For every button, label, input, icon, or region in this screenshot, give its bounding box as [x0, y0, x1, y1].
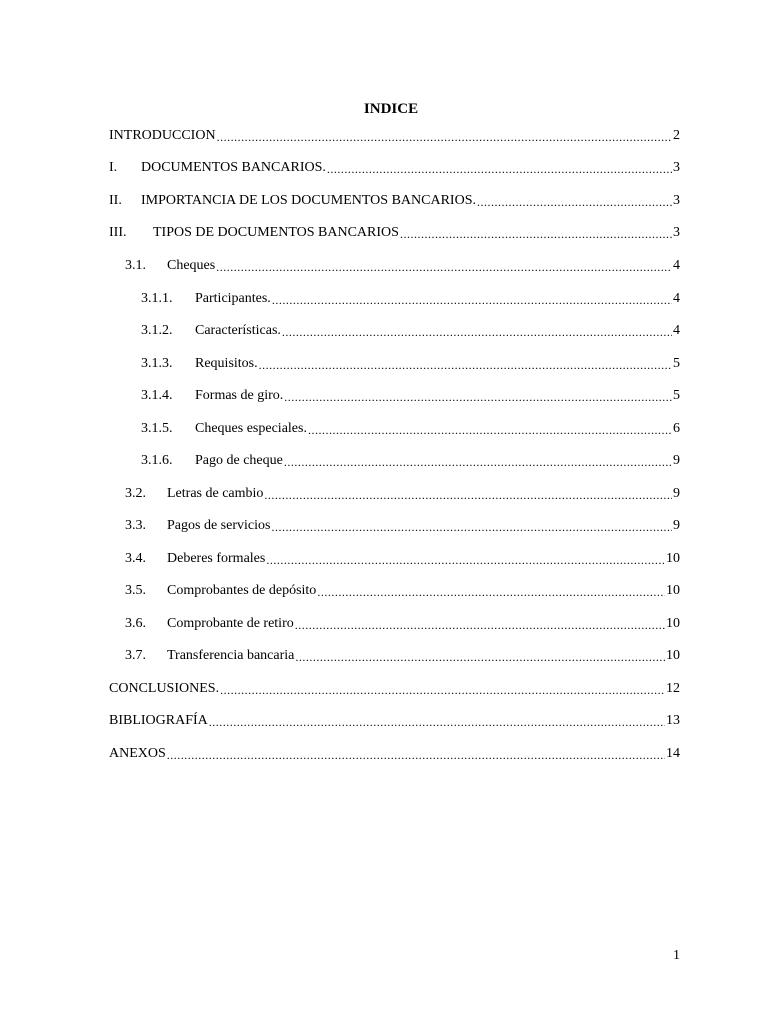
toc-entry-text: Características.: [195, 323, 281, 338]
toc-entry: [125, 256, 680, 274]
toc-entry-text: Deberes formales: [167, 551, 266, 566]
toc-leader: [272, 293, 672, 307]
toc-leader: [282, 325, 672, 339]
toc-leader: [220, 683, 665, 697]
toc-entry-text: BIBLIOGRAFÍA: [109, 713, 208, 728]
toc-entry-page: 4: [673, 323, 680, 338]
toc-entry-page: 9: [673, 518, 680, 533]
toc-entry: [125, 646, 680, 664]
toc-entry-page: 10: [666, 616, 680, 631]
toc-leader: [295, 650, 665, 664]
toc-entry-number: 3.1.2.: [141, 323, 173, 338]
toc-entry: [125, 614, 680, 632]
toc-entry-number: 3.2.: [125, 486, 146, 501]
toc-entry: [141, 451, 680, 469]
toc-entry: [141, 354, 680, 372]
toc-entry-text: Letras de cambio: [167, 486, 264, 501]
toc-leader: [216, 260, 672, 274]
toc-entry-number: 3.1.4.: [141, 388, 173, 403]
toc-entry: [109, 223, 680, 241]
toc-entry-text: Cheques especiales.: [195, 421, 307, 436]
toc-entry: [109, 679, 680, 697]
toc-leader: [308, 423, 672, 437]
toc-leader: [477, 195, 672, 209]
toc-entry-number: 3.1.3.: [141, 356, 173, 371]
toc-entry-text: Pago de cheque: [195, 453, 283, 468]
toc-entry: [125, 516, 680, 534]
toc-entry-number: 3.5.: [125, 583, 146, 598]
toc-entry-text: IMPORTANCIA DE LOS DOCUMENTOS BANCARIOS.: [141, 193, 476, 208]
toc-entry-page: 5: [673, 356, 680, 371]
toc-entry-text: Pagos de servicios: [167, 518, 271, 533]
toc-entry-page: 9: [673, 486, 680, 501]
toc-entry-page: 9: [673, 453, 680, 468]
toc-leader: [167, 748, 665, 762]
toc-entry-number: 3.3.: [125, 518, 146, 533]
toc-entry: [141, 419, 680, 437]
toc-entry: [109, 126, 680, 144]
toc-leader: [317, 585, 665, 599]
toc-entry-page: 2: [673, 128, 680, 143]
toc-leader: [284, 455, 672, 469]
toc-leader: [327, 162, 672, 176]
toc-entry-text: Transferencia bancaria: [167, 648, 295, 663]
toc-entry-page: 14: [666, 746, 680, 761]
toc-entry-number: III.: [109, 225, 127, 240]
toc-entry-page: 10: [666, 648, 680, 663]
toc-entry-text: TIPOS DE DOCUMENTOS BANCARIOS: [153, 225, 399, 240]
toc-entry-text: Comprobantes de depósito: [167, 583, 317, 598]
toc-entry-number: 3.1.: [125, 258, 146, 273]
toc-leader: [264, 488, 672, 502]
toc-entry-page: 13: [666, 713, 680, 728]
toc-leader: [259, 358, 672, 372]
toc-entry: [109, 711, 680, 729]
toc-entry-text: CONCLUSIONES.: [109, 681, 220, 696]
toc-entry-text: Comprobante de retiro: [167, 616, 294, 631]
toc-entry-number: 3.4.: [125, 551, 146, 566]
toc-entry: [109, 158, 680, 176]
toc-leader: [209, 715, 665, 729]
toc-entry-number: 3.1.5.: [141, 421, 173, 436]
toc-leader: [284, 390, 672, 404]
toc-entry-text: Formas de giro.: [195, 388, 284, 403]
toc-entry-number: II.: [109, 193, 122, 208]
toc-entry-page: 6: [673, 421, 680, 436]
toc-entry-page: 10: [666, 583, 680, 598]
toc-entry-number: 3.1.6.: [141, 453, 173, 468]
toc-entry: [141, 386, 680, 404]
toc-entry: [125, 484, 680, 502]
toc-leader: [217, 130, 672, 144]
toc-leader: [266, 553, 665, 567]
toc-entry-page: 5: [673, 388, 680, 403]
toc-entry-page: 3: [673, 225, 680, 240]
toc-leader: [271, 520, 672, 534]
toc-entry: [125, 549, 680, 567]
toc-entry-page: 3: [673, 193, 680, 208]
toc-entry: [109, 191, 680, 209]
toc-entry-text: Cheques: [167, 258, 216, 273]
toc-entry: [125, 581, 680, 599]
toc-entry-text: Participantes.: [195, 291, 271, 306]
page-title: INDICE: [363, 101, 419, 117]
toc-entry: [141, 289, 680, 307]
toc-entry-number: 3.7.: [125, 648, 146, 663]
toc-entry-text: Requisitos.: [195, 356, 258, 371]
toc-entry-page: 4: [673, 258, 680, 273]
toc-entry-page: 3: [673, 160, 680, 175]
toc-entry-text: ANEXOS: [109, 746, 166, 761]
toc-leader: [295, 618, 665, 632]
toc-entry-number: I.: [109, 160, 118, 175]
toc-entry-page: 10: [666, 551, 680, 566]
toc-entry-page: 12: [666, 681, 680, 696]
toc-entry-page: 4: [673, 291, 680, 306]
toc-entry-number: 3.1.1.: [141, 291, 173, 306]
toc-entry-text: DOCUMENTOS BANCARIOS.: [141, 160, 326, 175]
toc-entry: [141, 321, 680, 339]
toc-leader: [400, 227, 672, 241]
toc-entry-number: 3.6.: [125, 616, 146, 631]
page-number: 1: [673, 948, 680, 963]
toc-entry-text: INTRODUCCION: [109, 128, 216, 143]
toc-entry: [109, 744, 680, 762]
